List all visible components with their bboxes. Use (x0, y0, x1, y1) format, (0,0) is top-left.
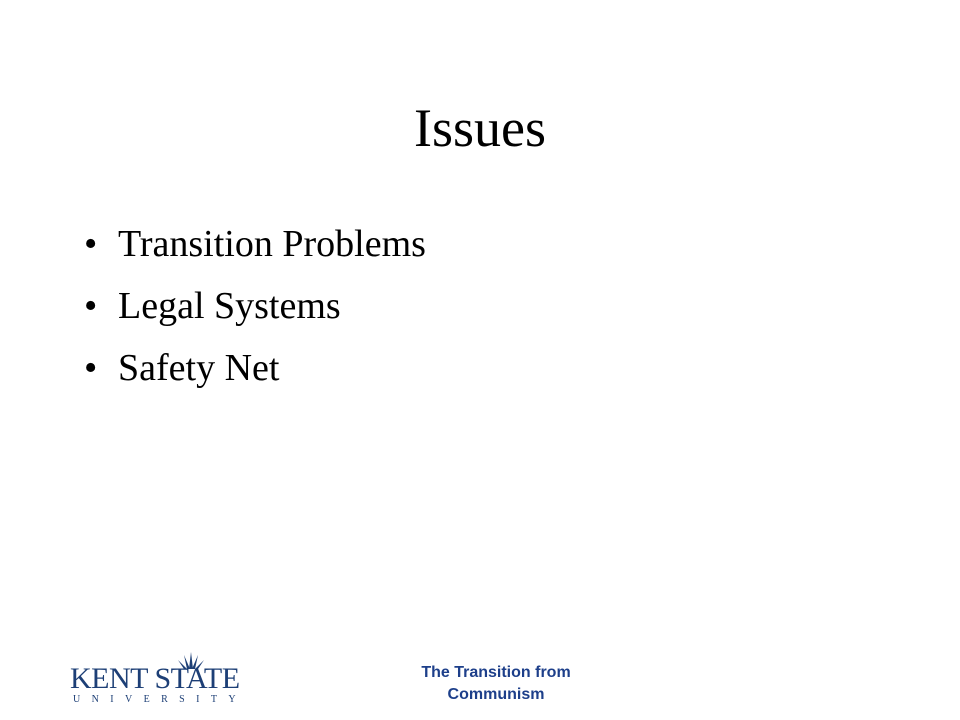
bullet-text: Safety Net (118, 347, 280, 389)
bullet-marker: • (84, 223, 98, 265)
bullet-text: Transition Problems (118, 223, 426, 265)
bullet-marker: • (84, 285, 98, 327)
logo-wordmark: KENT STATE (70, 662, 240, 695)
logo-subtitle: UNIVERSITY (73, 694, 247, 705)
footer-line-2: Communism (447, 686, 545, 703)
footer-line-1: The Transition from (421, 664, 571, 681)
slide-title: Issues (414, 98, 546, 158)
kent-state-logo (70, 652, 247, 708)
footer-caption (384, 662, 608, 706)
bullet-marker: • (84, 347, 98, 389)
bullet-text: Legal Systems (118, 285, 341, 327)
